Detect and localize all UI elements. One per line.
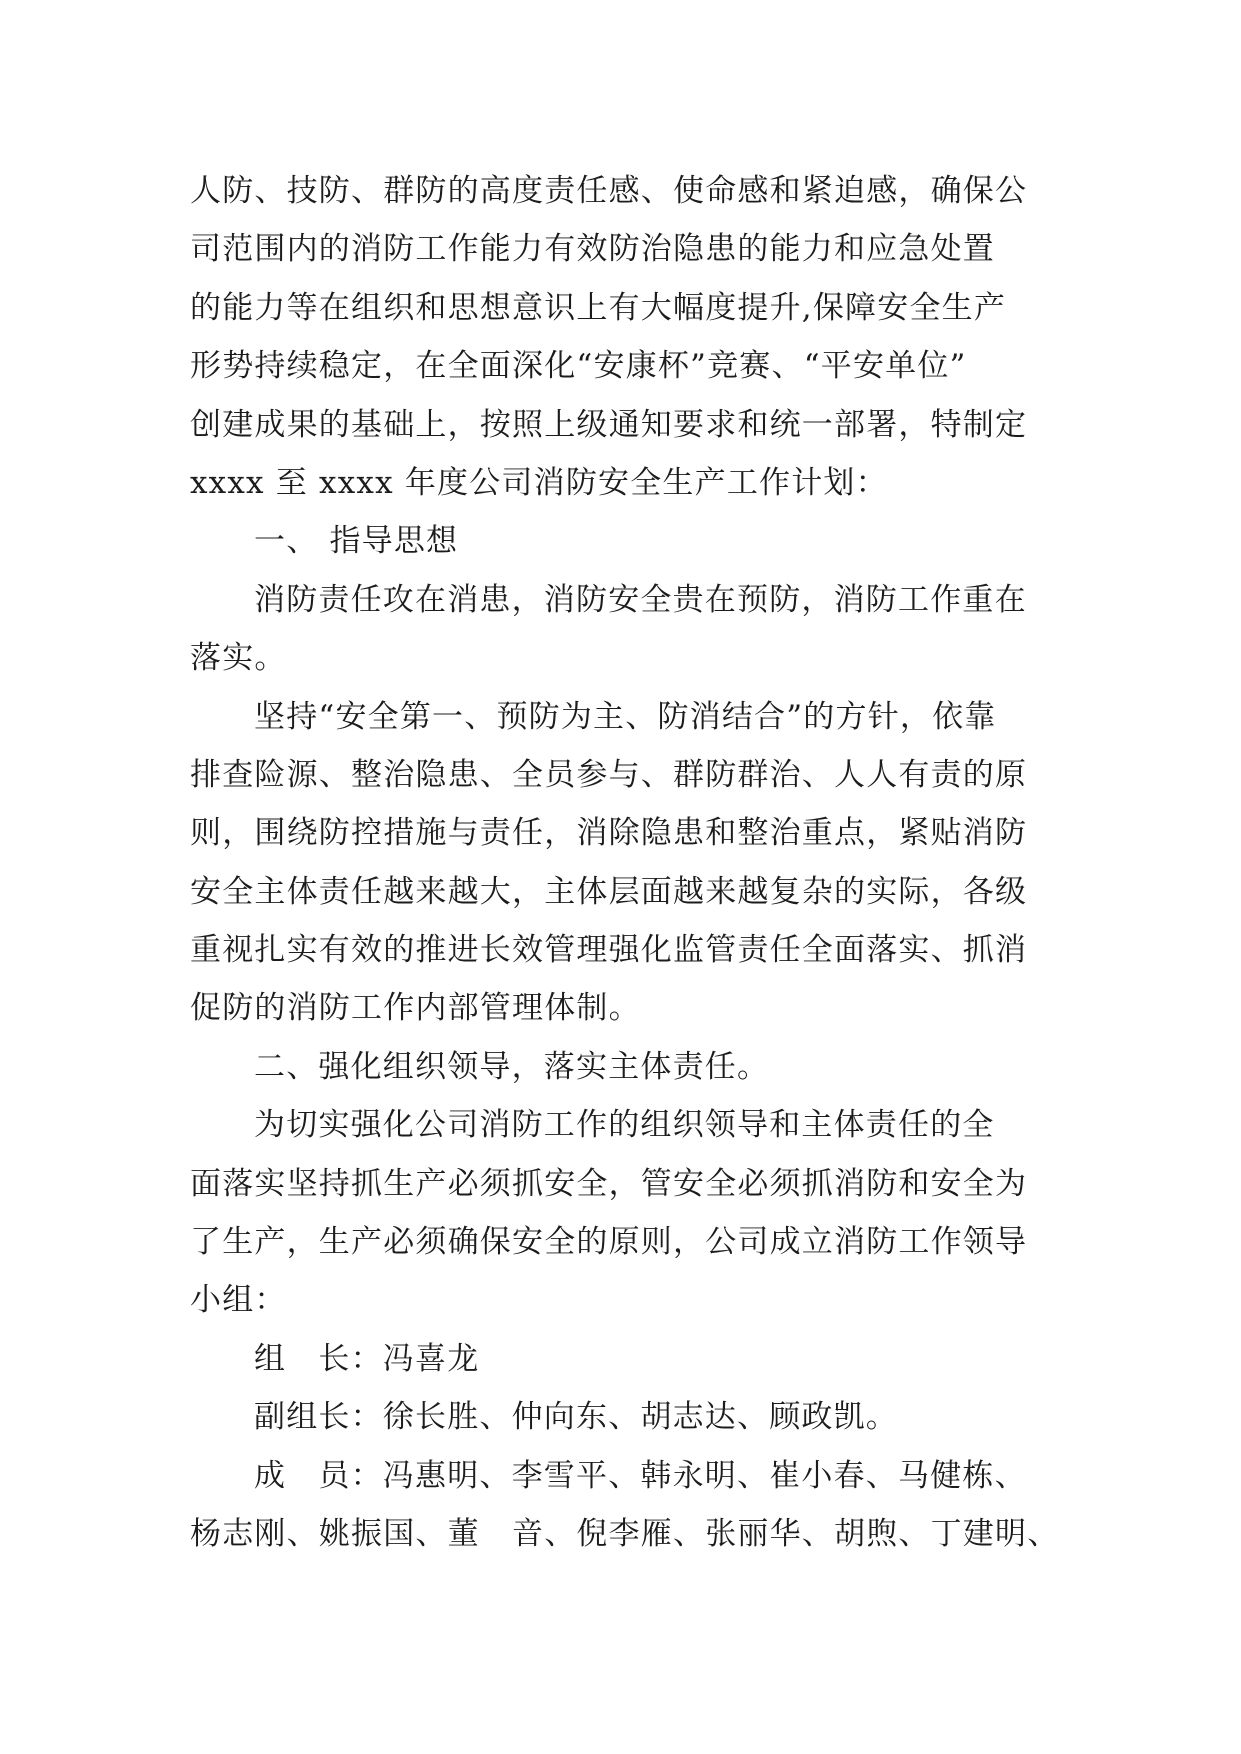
section-heading-organization: 二、强化组织领导，落实主体责任。: [254, 1048, 770, 1085]
paragraph-line: 司范围内的消防工作能力有效防治隐患的能力和应急处置: [190, 231, 995, 268]
paragraph-line: 落实。: [190, 640, 287, 677]
paragraph-line: 为切实强化公司消防工作的组织领导和主体责任的全: [254, 1107, 995, 1144]
group-leader-line: 组 长：冯喜龙: [254, 1340, 480, 1377]
paragraph-line: 小组：: [190, 1282, 287, 1319]
paragraph-line: 面落实坚持抓生产必须抓安全，管安全必须抓消防和安全为: [190, 1165, 1028, 1202]
paragraph-line: 排查险源、整治隐患、全员参与、群防群治、人人有责的原: [190, 756, 1028, 793]
deputy-leader-line: 副组长：徐长胜、仲向东、胡志达、顾政凯。: [254, 1399, 898, 1436]
paragraph-line: 人防、技防、群防的高度责任感、使命感和紧迫感，确保公: [190, 173, 1028, 209]
paragraph-line: 重视扎实有效的推进长效管理强化监管责任全面落实、抓消: [190, 932, 1028, 969]
section-heading-guiding-thought: 一、 指导思想: [254, 523, 459, 560]
paragraph-line: 了生产，生产必须确保安全的原则，公司成立消防工作领导: [190, 1224, 1028, 1261]
paragraph-line: 形势持续稳定，在全面深化“安康杯”竞赛、“平安单位”: [190, 348, 967, 385]
document-body: [190, 162, 1060, 1563]
paragraph-line: 促防的消防工作内部管理体制。: [190, 990, 641, 1027]
paragraph-line: 创建成果的基础上，按照上级通知要求和统一部署，特制定: [190, 406, 1028, 443]
paragraph-line: 则，围绕防控措施与责任，消除隐患和整治重点，紧贴消防: [190, 815, 1028, 852]
paragraph-line: 的能力等在组织和思想意识上有大幅度提升,保障安全生产: [190, 289, 1007, 326]
members-line-continued: 杨志刚、姚振国、董 音、倪李雁、张丽华、胡煦、丁建明、: [190, 1515, 1060, 1552]
paragraph-line: xxxx 至 xxxx 年度公司消防安全生产工作计划：: [190, 464, 888, 501]
paragraph-line: 坚持“安全第一、预防为主、防消结合”的方针，依靠: [254, 698, 997, 735]
paragraph-line: 安全主体责任越来越大，主体层面越来越复杂的实际，各级: [190, 873, 1028, 910]
paragraph-line: 消防责任攻在消患，消防安全贵在预防，消防工作重在: [254, 581, 1027, 618]
members-line: 成 员：冯惠明、李雪平、韩永明、崔小春、马健栋、: [254, 1457, 1027, 1494]
